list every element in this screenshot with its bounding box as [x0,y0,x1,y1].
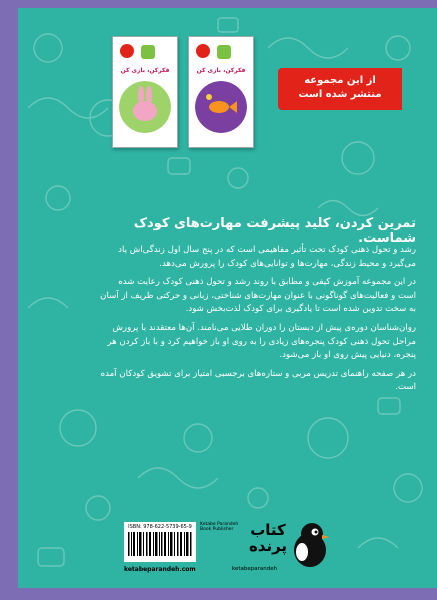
series-badge [278,68,402,110]
fish-illustration-icon [195,81,247,133]
badge-line-2: منتشر شده است [298,89,382,100]
barcode-bars-icon [128,532,192,556]
paragraph: در هر صفحه راهنمای تدریس مربی و ستاره‌های برجسبی امتیاز برای تشویق کودکان آمده است. [100,368,416,393]
main-heading: تمرین کردن، کلید پیشرفت مهارت‌های کودک شماست. [133,216,416,246]
book-cover-2 [188,36,254,148]
publisher-logo: کتاب پرنده [248,521,288,555]
badge-line-1: از این مجموعه [304,75,376,86]
publisher-latin: Ketabe Parandeh Book Publisher [200,522,239,532]
rabbit-illustration-icon [119,81,171,133]
barcode [124,522,196,562]
instagram-handle: ketabeparandeh [232,566,278,572]
description [100,244,416,400]
website: ketabeparandeh.com [124,566,196,573]
book-title: فکرکن، بازی کن [120,67,170,74]
bird-logo-icon [290,520,330,568]
isbn-text: ISBN: 978-622-5739-65-9 [128,524,192,530]
paragraph: روان‌شناسان دوره‌ی پیش از دبستان را دوران طلایی می‌نامند. آن‌ها معتقدند با پرورش مراحل تحول ذهنی کودک پنجره‌های زیادی را به روی او باز خواهیم کرد و با باز کردن هر پنجره، دنیایی پیش روی او باز می‌شود. [107,322,416,361]
book-title: فکرکن، بازی کن [196,67,246,74]
book-cover-1 [112,36,178,148]
paragraph: رشد و تحول ذهنی کودک تحت تأثیر مفاهیمی است که در پنج سال اول زندگی‌اش یاد می‌گیرد و محیط زندگی، مهارت‌ها و توانایی‌های کودک را پرورش می‌دهد. [118,245,416,269]
series-books [112,36,260,154]
paragraph: در این مجموعه آموزش کیفی و مطابق با روند رشد و تحول ذهنی کودک رعایت شده است و فعالیت‌های گوناگونی با عنوان مهارت‌های شناختی، زبانی و حرکتی ظریف از آسان به سخت تدوین شده است تا یادگیری برای کودک لذت‌بخش شود. [100,277,416,315]
